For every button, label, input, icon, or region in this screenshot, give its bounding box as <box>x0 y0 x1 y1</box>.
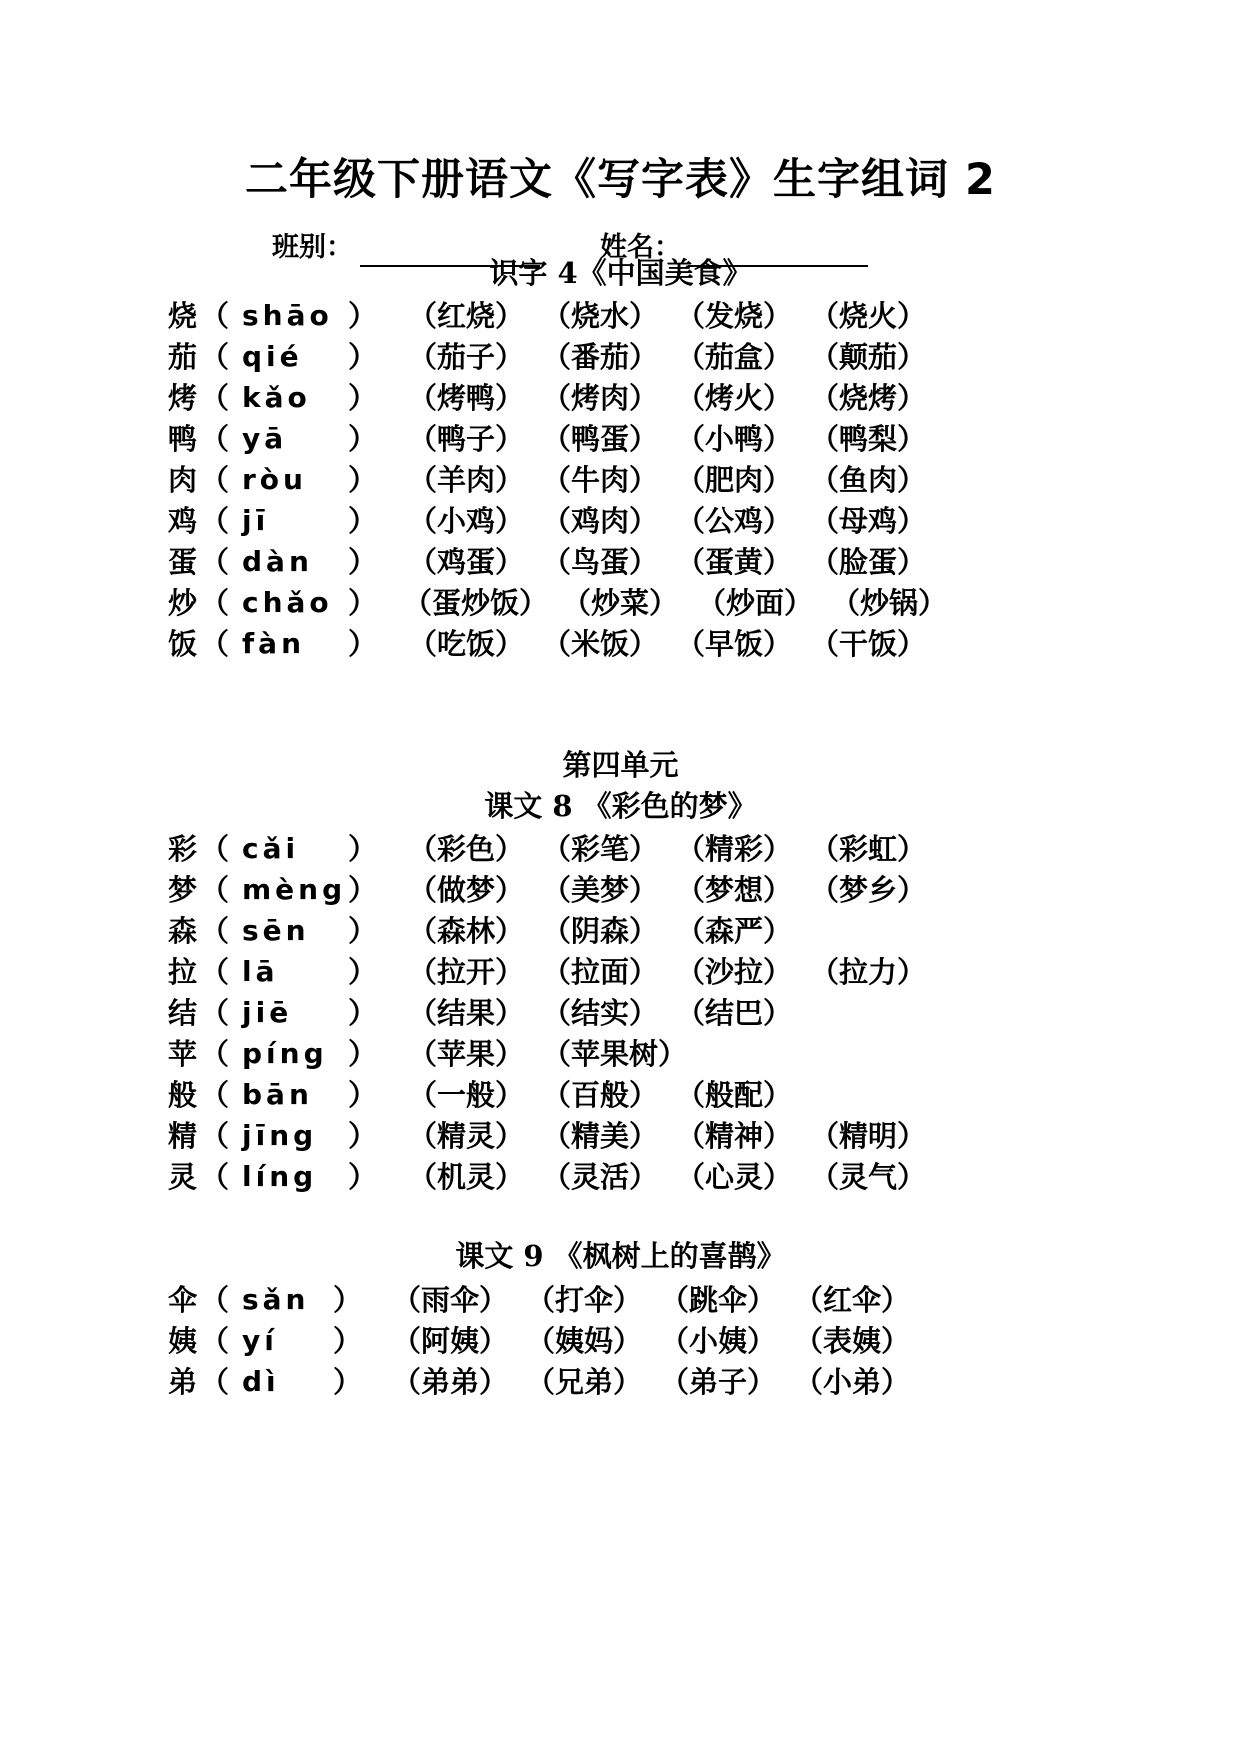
word-row <box>0 826 1241 872</box>
character: 饭 <box>168 627 198 661</box>
word-item: （小姨） <box>660 1324 777 1358</box>
open-paren: （ <box>200 627 230 661</box>
word-item: （森林） <box>408 914 525 948</box>
pinyin: fàn <box>242 627 306 660</box>
open-paren: （ <box>200 340 230 374</box>
character: 森 <box>168 914 198 948</box>
pinyin: qié <box>242 340 303 373</box>
word-row <box>0 334 1241 380</box>
character: 般 <box>168 1078 198 1112</box>
word-item: （结巴） <box>676 996 793 1030</box>
word-row <box>0 908 1241 954</box>
word-item: （鸭梨） <box>810 422 927 456</box>
word-item: （雨伞） <box>392 1283 509 1317</box>
open-paren: （ <box>200 299 230 333</box>
word-item: （茄盒） <box>676 340 793 374</box>
pinyin: dì <box>242 1365 280 1398</box>
word-item: （米饭） <box>542 627 659 661</box>
open-paren: （ <box>200 1283 230 1317</box>
word-item: （沙拉） <box>676 955 793 989</box>
word-item: （美梦） <box>542 873 659 907</box>
word-item: （发烧） <box>676 299 793 333</box>
character: 蛋 <box>168 545 198 579</box>
section-heading: 识字 4《中国美食》 <box>489 256 752 290</box>
word-item: （干饭） <box>810 627 927 661</box>
character: 鸭 <box>168 422 198 456</box>
word-item: （肥肉） <box>676 463 793 497</box>
word-item: （羊肉） <box>408 463 525 497</box>
unit-heading: 第四单元 <box>562 748 679 782</box>
pinyin: lā <box>242 955 279 988</box>
word-item: （颠茄） <box>810 340 927 374</box>
word-item: （母鸡） <box>810 504 927 538</box>
word-item: （般配） <box>676 1078 793 1112</box>
word-item: （鸟蛋） <box>542 545 659 579</box>
close-paren: ） <box>348 504 378 538</box>
word-item: （精灵） <box>408 1119 525 1153</box>
word-item: （灵气） <box>810 1160 927 1194</box>
word-item: （彩虹） <box>810 832 927 866</box>
word-item: （番茄） <box>542 340 659 374</box>
pinyin: sǎn <box>242 1283 310 1316</box>
open-paren: （ <box>200 422 230 456</box>
word-item: （炒面） <box>697 586 814 620</box>
open-paren: （ <box>200 955 230 989</box>
word-row <box>0 1277 1241 1323</box>
word-item: （牛肉） <box>542 463 659 497</box>
word-item: （弟弟） <box>392 1365 509 1399</box>
word-item: （结实） <box>542 996 659 1030</box>
character: 结 <box>168 996 198 1030</box>
character: 拉 <box>168 955 198 989</box>
word-item: （打伞） <box>526 1283 643 1317</box>
word-item: （烤鸭） <box>408 381 525 415</box>
word-item: （小鸡） <box>408 504 525 538</box>
word-item: （红伞） <box>794 1283 911 1317</box>
word-row <box>0 1359 1241 1405</box>
close-paren: ） <box>348 340 378 374</box>
word-item: （拉力） <box>810 955 927 989</box>
word-item: （机灵） <box>408 1160 525 1194</box>
open-paren: （ <box>200 545 230 579</box>
character: 鸡 <box>168 504 198 538</box>
word-item: （鸡肉） <box>542 504 659 538</box>
word-item: （阴森） <box>542 914 659 948</box>
word-row <box>0 416 1241 462</box>
close-paren: ） <box>348 1037 378 1071</box>
word-item: （炒锅） <box>831 586 948 620</box>
section-heading: 课文 8 《彩色的梦》 <box>484 789 757 823</box>
word-item: （蛋炒饭） <box>403 586 549 620</box>
word-row <box>0 867 1241 913</box>
word-row <box>0 580 1241 626</box>
word-item: （阿姨） <box>392 1324 509 1358</box>
close-paren: ） <box>348 832 378 866</box>
pinyin: chǎo <box>242 586 333 619</box>
pinyin: jiē <box>242 996 293 1029</box>
close-paren: ） <box>348 1119 378 1153</box>
close-paren: ） <box>333 1365 363 1399</box>
word-item: （彩色） <box>408 832 525 866</box>
word-item: （炒菜） <box>562 586 679 620</box>
pinyin: dàn <box>242 545 313 578</box>
word-item: （姨妈） <box>526 1324 643 1358</box>
word-row <box>0 1072 1241 1118</box>
open-paren: （ <box>200 1119 230 1153</box>
word-item: （早饭） <box>676 627 793 661</box>
word-item: （心灵） <box>676 1160 793 1194</box>
pinyin: líng <box>242 1160 318 1193</box>
close-paren: ） <box>333 1324 363 1358</box>
word-item: （脸蛋） <box>810 545 927 579</box>
word-item: （森严） <box>676 914 793 948</box>
character: 梦 <box>168 873 198 907</box>
word-item: （精美） <box>542 1119 659 1153</box>
word-item: （烧火） <box>810 299 927 333</box>
pinyin: sēn <box>242 914 310 947</box>
word-item: （小鸭） <box>676 422 793 456</box>
pinyin: mèng <box>242 873 347 906</box>
word-item: （做梦） <box>408 873 525 907</box>
pinyin: ròu <box>242 463 307 496</box>
open-paren: （ <box>200 1037 230 1071</box>
character: 姨 <box>168 1324 198 1358</box>
word-item: （兄弟） <box>526 1365 643 1399</box>
pinyin: píng <box>242 1037 328 1070</box>
character: 炒 <box>168 586 198 620</box>
pinyin: shāo <box>242 299 333 332</box>
open-paren: （ <box>200 586 230 620</box>
word-row <box>0 1031 1241 1077</box>
word-item: （鸭蛋） <box>542 422 659 456</box>
word-item: （灵活） <box>542 1160 659 1194</box>
word-row <box>0 457 1241 503</box>
close-paren: ） <box>348 299 378 333</box>
open-paren: （ <box>200 1365 230 1399</box>
word-item: （吃饭） <box>408 627 525 661</box>
open-paren: （ <box>200 381 230 415</box>
word-item: （苹果） <box>408 1037 525 1071</box>
word-row <box>0 539 1241 585</box>
close-paren: ） <box>348 586 378 620</box>
close-paren: ） <box>348 873 378 907</box>
close-paren: ） <box>348 1160 378 1194</box>
close-paren: ） <box>348 996 378 1030</box>
word-row <box>0 375 1241 421</box>
word-item: （烧烤） <box>810 381 927 415</box>
close-paren: ） <box>348 422 378 456</box>
pinyin: yā <box>242 422 288 455</box>
word-row <box>0 498 1241 544</box>
close-paren: ） <box>348 463 378 497</box>
word-item: （一般） <box>408 1078 525 1112</box>
word-item: （烤火） <box>676 381 793 415</box>
pinyin: cǎi <box>242 832 300 865</box>
word-item: （梦想） <box>676 873 793 907</box>
character: 彩 <box>168 832 198 866</box>
character: 伞 <box>168 1283 198 1317</box>
word-item: （拉开） <box>408 955 525 989</box>
word-item: （精明） <box>810 1119 927 1153</box>
close-paren: ） <box>348 627 378 661</box>
word-item: （烤肉） <box>542 381 659 415</box>
word-item: （弟子） <box>660 1365 777 1399</box>
word-item: （红烧） <box>408 299 525 333</box>
close-paren: ） <box>348 1078 378 1112</box>
character: 灵 <box>168 1160 198 1194</box>
word-item: （表姨） <box>794 1324 911 1358</box>
open-paren: （ <box>200 463 230 497</box>
word-item: （百般） <box>542 1078 659 1112</box>
open-paren: （ <box>200 1078 230 1112</box>
word-item: （鸭子） <box>408 422 525 456</box>
word-item: （鱼肉） <box>810 463 927 497</box>
word-item: （苹果树） <box>542 1037 688 1071</box>
character: 肉 <box>168 463 198 497</box>
word-item: （小弟） <box>794 1365 911 1399</box>
word-row <box>0 990 1241 1036</box>
pinyin: jīng <box>242 1119 318 1152</box>
word-row <box>0 949 1241 995</box>
open-paren: （ <box>200 996 230 1030</box>
word-row <box>0 1113 1241 1159</box>
page-title: 二年级下册语文《写字表》生字组词 2 <box>245 155 996 205</box>
close-paren: ） <box>348 955 378 989</box>
word-item: （蛋黄） <box>676 545 793 579</box>
word-item: （梦乡） <box>810 873 927 907</box>
pinyin: bān <box>242 1078 313 1111</box>
word-row <box>0 293 1241 339</box>
open-paren: （ <box>200 832 230 866</box>
pinyin: jī <box>242 504 270 537</box>
word-item: （精神） <box>676 1119 793 1153</box>
character: 烤 <box>168 381 198 415</box>
pinyin: yí <box>242 1324 278 1357</box>
word-item: （结果） <box>408 996 525 1030</box>
word-item: （彩笔） <box>542 832 659 866</box>
name-label: 姓名： <box>600 232 681 263</box>
word-item: （鸡蛋） <box>408 545 525 579</box>
open-paren: （ <box>200 504 230 538</box>
character: 烧 <box>168 299 198 333</box>
section-heading: 课文 9 《枫树上的喜鹊》 <box>455 1239 786 1273</box>
pinyin: kǎo <box>242 381 311 414</box>
class-label: 班别： <box>272 232 353 263</box>
word-row <box>0 1318 1241 1364</box>
word-item: （拉面） <box>542 955 659 989</box>
word-item: （精彩） <box>676 832 793 866</box>
character: 精 <box>168 1119 198 1153</box>
close-paren: ） <box>348 381 378 415</box>
close-paren: ） <box>333 1283 363 1317</box>
open-paren: （ <box>200 873 230 907</box>
close-paren: ） <box>348 545 378 579</box>
word-item: （跳伞） <box>660 1283 777 1317</box>
character: 苹 <box>168 1037 198 1071</box>
open-paren: （ <box>200 1324 230 1358</box>
word-row <box>0 621 1241 667</box>
character: 茄 <box>168 340 198 374</box>
word-item: （烧水） <box>542 299 659 333</box>
open-paren: （ <box>200 1160 230 1194</box>
word-item: （公鸡） <box>676 504 793 538</box>
close-paren: ） <box>348 914 378 948</box>
word-item: （茄子） <box>408 340 525 374</box>
word-row <box>0 1154 1241 1200</box>
character: 弟 <box>168 1365 198 1399</box>
open-paren: （ <box>200 914 230 948</box>
